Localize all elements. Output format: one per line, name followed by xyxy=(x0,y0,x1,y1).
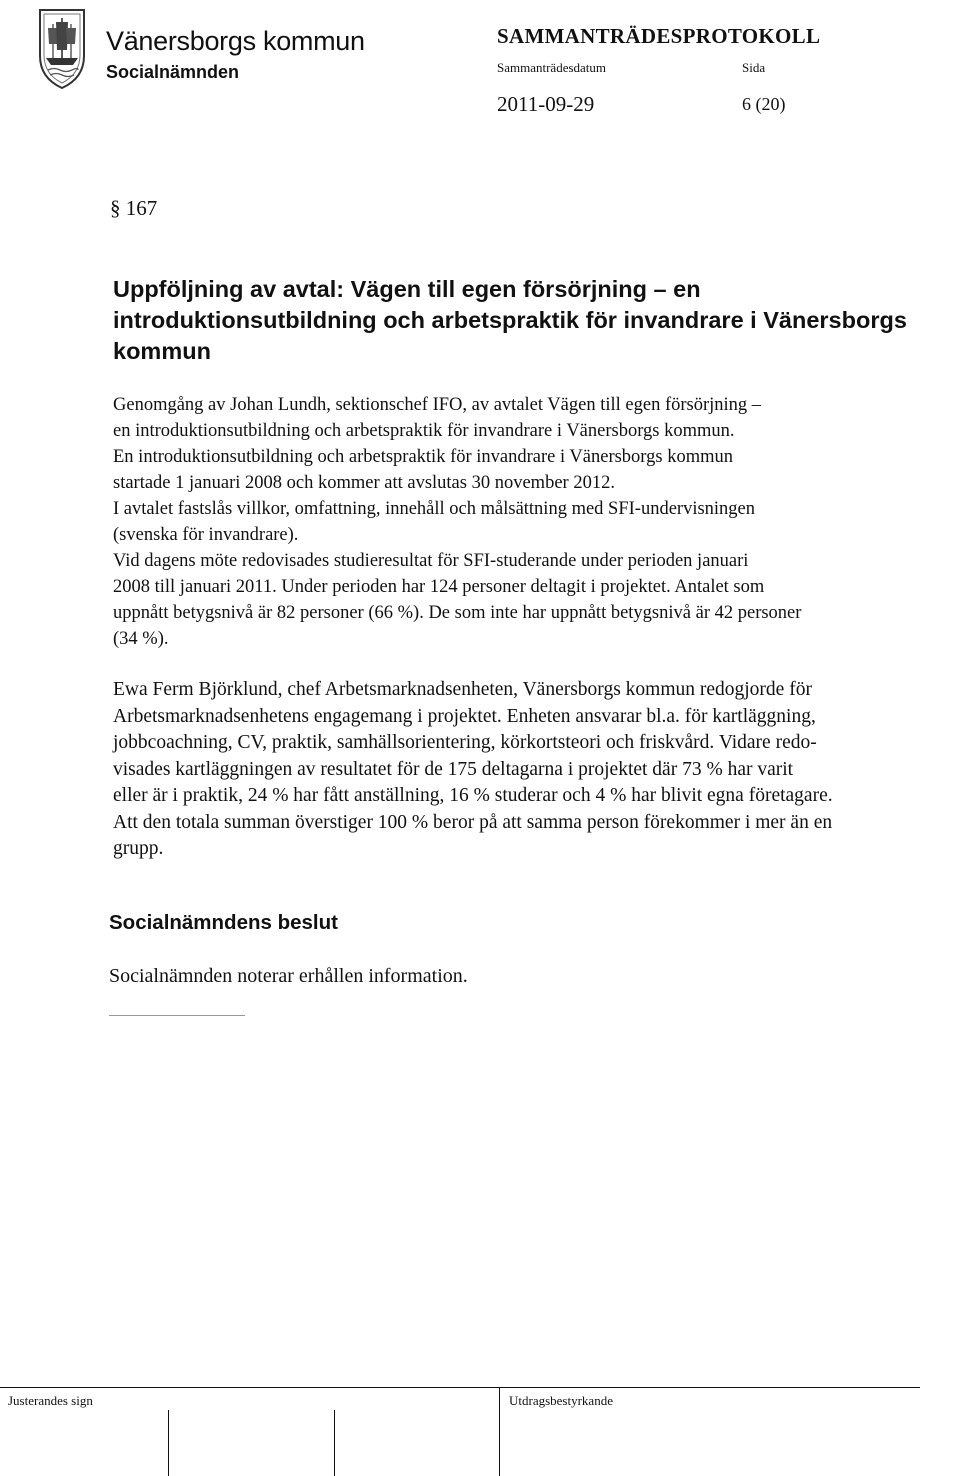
text-line: (svenska för invandrare). xyxy=(113,525,299,545)
text-line: I avtalet fastslås villkor, omfattning, innehåll och målsättning med SFI-undervisningen xyxy=(113,499,756,519)
text-line: startade 1 januari 2008 och kommer att avslutas 30 november 2012. xyxy=(113,473,615,493)
organization-name: Vänersborgs kommun xyxy=(106,26,365,56)
text-line: Att den totala summan överstiger 100 % beror på att samma person förekommer i mer än en xyxy=(113,811,833,833)
text-line: jobbcoachning, CV, praktik, samhällsorientering, körkortsteori och friskvård. Vidare redo- xyxy=(113,732,817,753)
footer-divider xyxy=(499,1387,500,1476)
unit-name: Socialnämnden xyxy=(106,62,240,82)
agenda-item-title: Uppföljning av avtal: Vägen till egen försörjning – en introduktionsutbildning och arbetspraktik för invandrare i Vänersborgs kommun xyxy=(113,276,907,364)
text-line: En introduktionsutbildning och arbetspraktik för invandrare i Vänersborgs kommun xyxy=(113,447,733,467)
section-end-rule xyxy=(109,1015,245,1016)
paragraph-number: § 167 xyxy=(110,196,158,220)
report-paragraph xyxy=(113,677,960,863)
presentation-paragraph xyxy=(113,392,960,652)
text-line: grupp. xyxy=(113,838,164,859)
text-line: Genomgång av Johan Lundh, sektionschef IFO, av avtalet Vägen till egen försörjning – xyxy=(113,395,762,415)
signature-field-label: Justerandes sign xyxy=(8,1393,93,1408)
text-line: Ewa Ferm Björklund, chef Arbetsmarknadsenheten, Vänersborgs kommun redogjorde för xyxy=(113,679,812,700)
page-label: Sida xyxy=(742,60,766,75)
text-line: uppnått betygsnivå är 82 personer (66 %). De som inte har uppnått betygsnivå är 42 personer xyxy=(113,603,802,623)
text-line: en introduktionsutbildning och arbetspraktik för invandrare i Vänersborgs kommun. xyxy=(113,421,735,441)
text-line: Vid dagens möte redovisades studieresultat för SFI-studerande under perioden januari xyxy=(113,551,749,571)
certification-field-label: Utdragsbestyrkande xyxy=(509,1393,613,1408)
meeting-date-label: Sammanträdesdatum xyxy=(497,60,607,75)
signature-box-divider xyxy=(168,1410,169,1476)
text-line: visades kartläggningen av resultatet för de 175 deltagarna i projektet där 73 % har varit xyxy=(113,758,794,780)
text-line: (34 %). xyxy=(113,629,169,649)
decision-heading: Socialnämndens beslut xyxy=(109,911,338,934)
text-line: eller är i praktik, 24 % har fått anställning, 16 % studerar och 4 % har blivit egna företagare. xyxy=(113,785,833,806)
page-number-value: 6 (20) xyxy=(742,94,786,114)
text-line: Arbetsmarknadsenhetens engagemang i projektet. Enheten ansvarar bl.a. för kartläggning, xyxy=(113,705,816,727)
text-line: 2008 till januari 2011. Under perioden har 124 personer deltagit i projektet. Antalet som xyxy=(113,577,765,597)
decision-text: Socialnämnden noterar erhållen information. xyxy=(109,965,468,987)
document-type-title: SAMMANTRÄDESPROTOKOLL xyxy=(497,24,821,48)
footer-rule xyxy=(0,1387,920,1388)
meeting-date-value: 2011-09-29 xyxy=(497,92,595,116)
municipal-ship-emblem-icon xyxy=(36,4,88,90)
signature-box-divider xyxy=(334,1410,335,1476)
